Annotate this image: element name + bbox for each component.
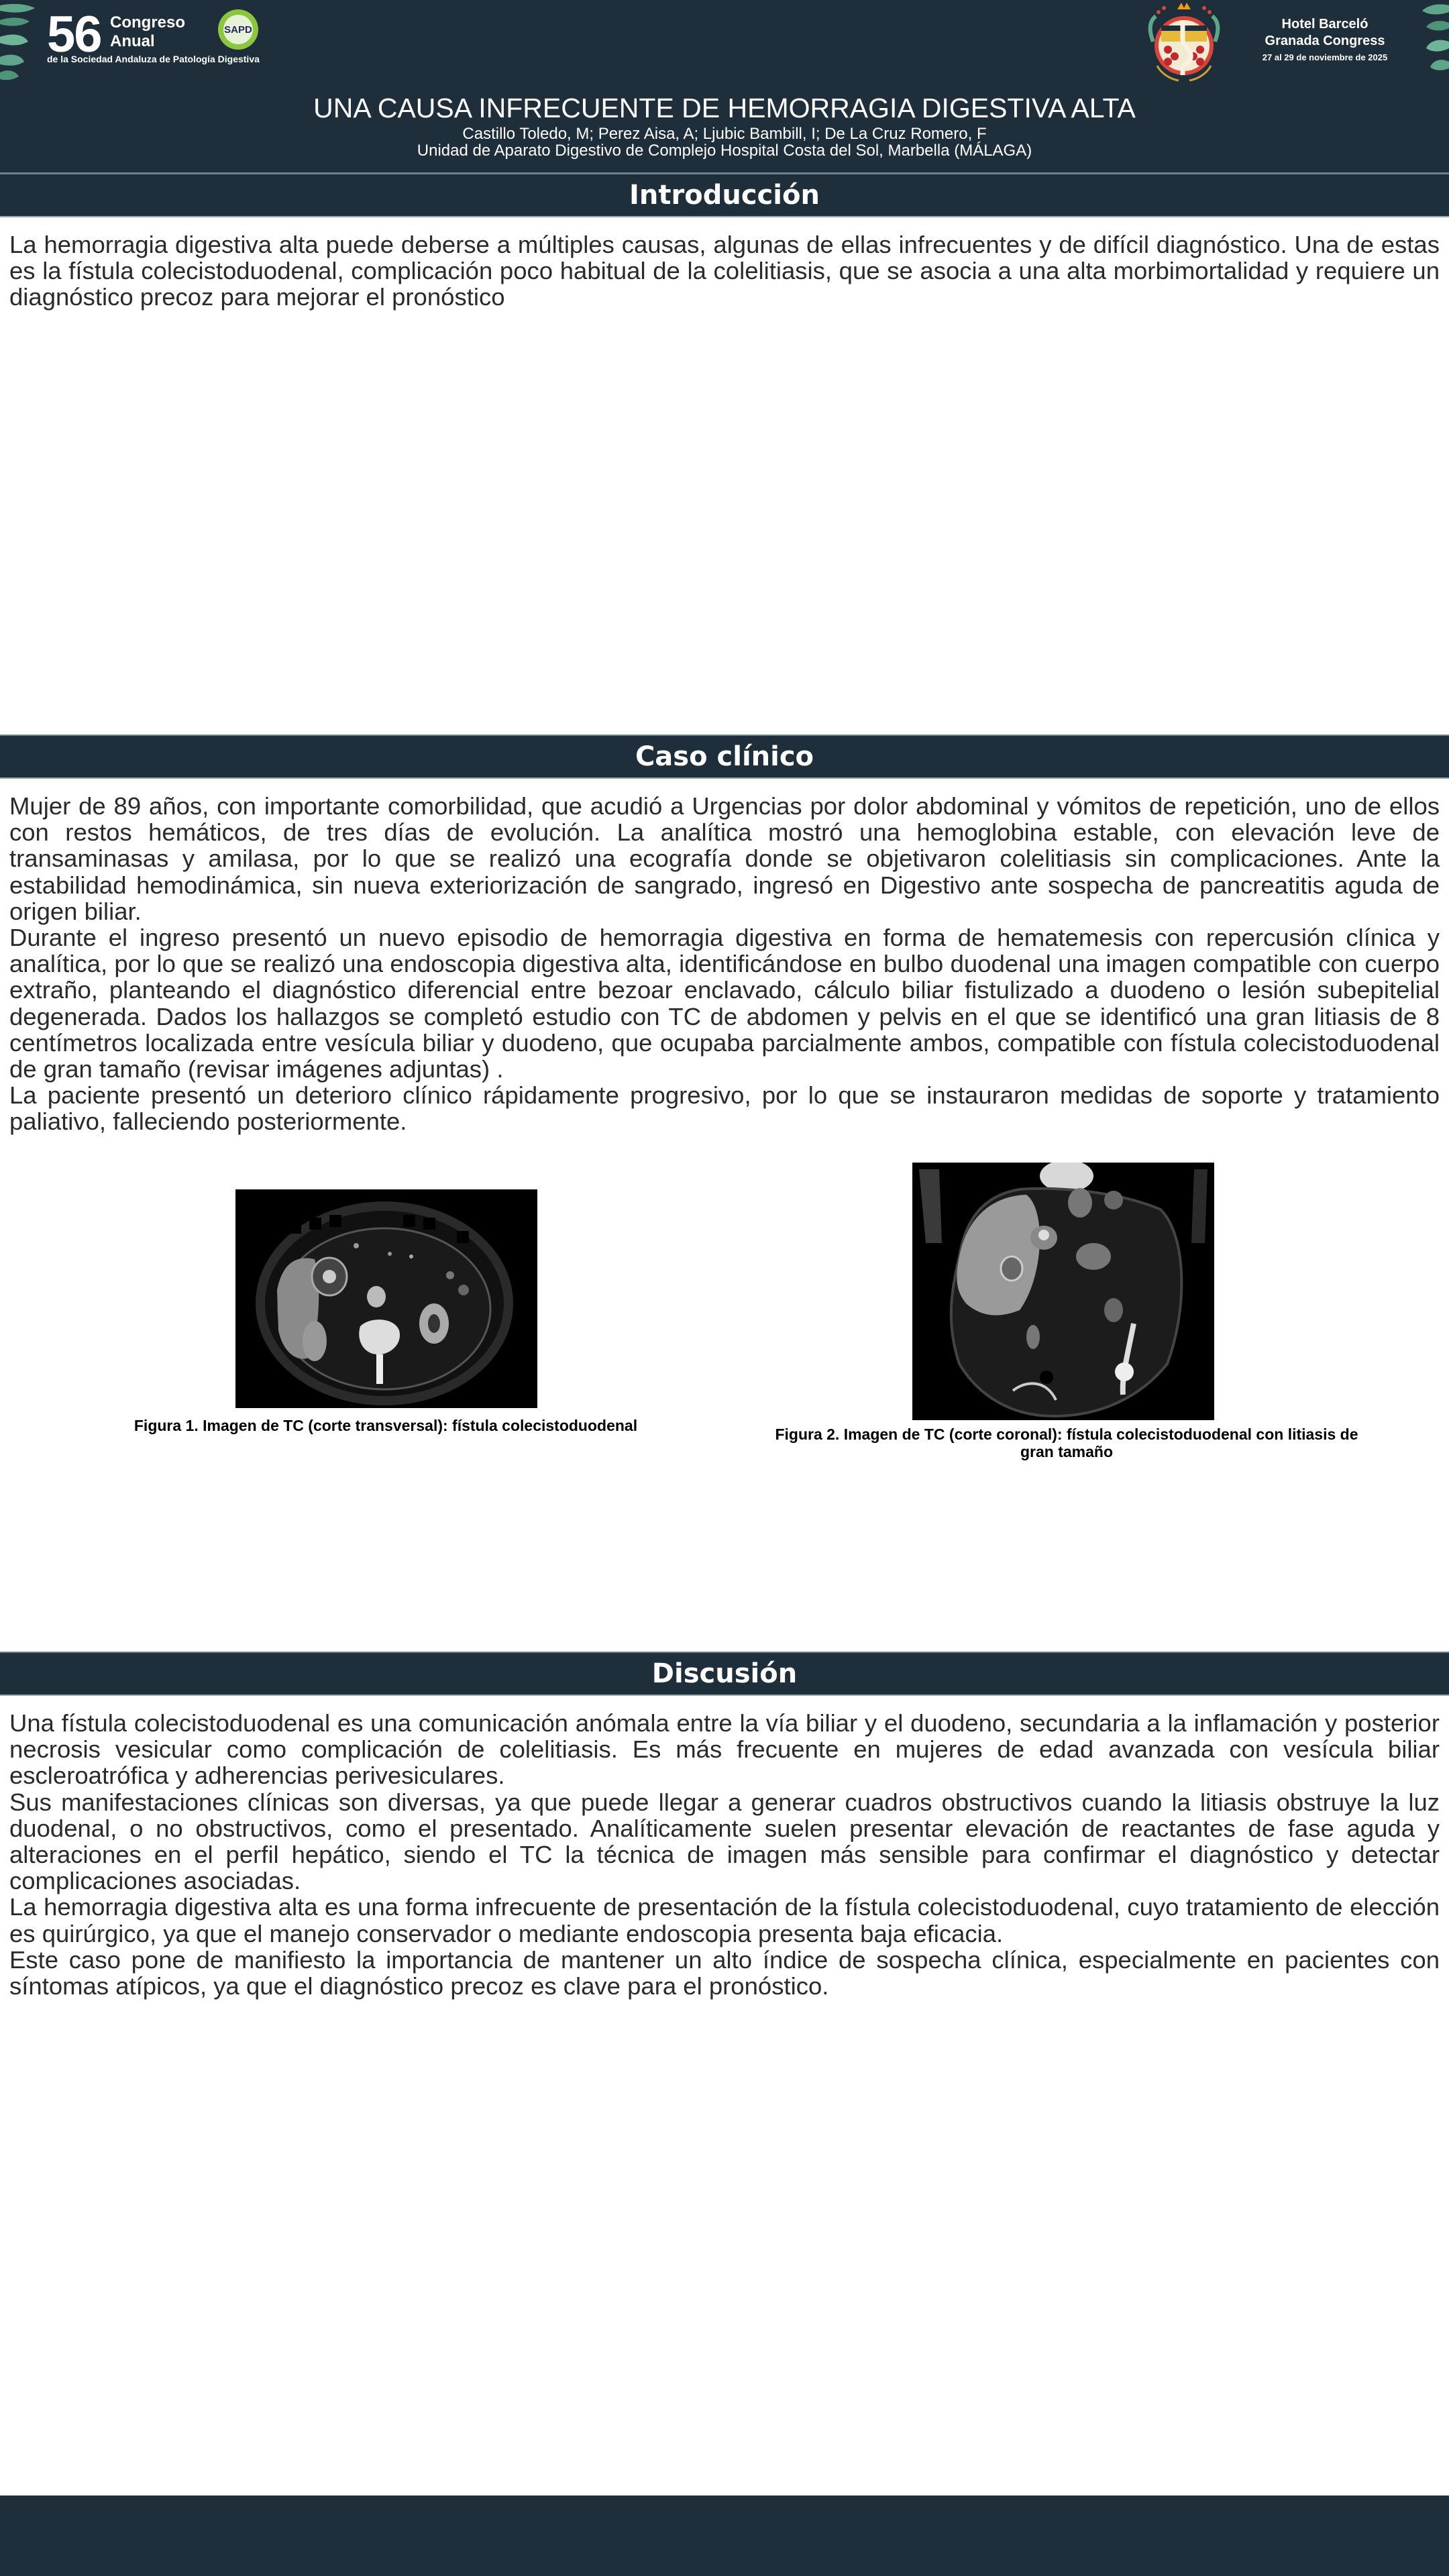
poster-affiliation: Unidad de Aparato Digestivo de Complejo Hospital Costa del Sol, Marbella (MÁLAGA) [417,142,1032,160]
section-title-introduccion: Introducción [629,180,820,211]
congress-dates: 27 al 29 de noviembre de 2025 [1262,52,1388,62]
leaf-decoration-right-icon [1419,0,1449,80]
sapd-logo-text: SAPD [223,15,253,44]
ct-transverse-illustration [235,1189,537,1408]
poster-authors: Castillo Toledo, M; Perez Aisa, A; Ljubic Bambill, I; De La Cruz Romero, F [462,125,987,143]
society-name: de la Sociedad Andaluza de Patología Digestiva [47,54,260,64]
venue-line-1: Hotel Barceló [1281,17,1368,32]
discusion-paragraph-2: Sus manifestaciones clínicas son diversas, ya que puede llegar a generar cuadros obstructivos cuando la litiasis obstruye la luz duodenal, o no obstructivos, como el presentado. Analíticamente suelen presentar elevación de reactantes de fase aguda y alteraciones en el perfil hepático, siendo el TC la técnica de imagen más sensible para confirmar el diagnóstico y detectar complicaciones asociadas. [9,1788,1440,1895]
poster-header [0,0,1449,173]
caso-clinico-body [9,793,1440,1135]
caso-paragraph-2: Durante el ingreso presentó un nuevo episodio de hemorragia digestiva en forma de hematemesis con repercusión clínica y analítica, por lo que se realizó una endoscopia digestiva alta, identificándose en bulbo duodenal una imagen compatible con cuerpo extraño, planteando el diagnóstico diferencial entre bezoar enclavado, cálculo biliar fistulizado a duodeno o lesión subepitelial degenerada. Dados los hallazgos se completó estudio con TC de abdomen y pelvis en el que se identificó una gran litiasis de 8 centímetros localizada entre vesícula biliar y duodeno, que ocupaba parcialmente ambos, compatible con fístula colecistoduodenal de gran tamaño (revisar imágenes adjuntas) . [9,924,1440,1083]
figure-1-ct-transverse-image [235,1189,537,1408]
section-title-caso-clinico: Caso clínico [635,741,814,772]
ct-coronal-illustration [912,1163,1214,1420]
congress-label [110,13,185,51]
introduccion-paragraph: La hemorragia digestiva alta puede deberse a múltiples causas, algunas de ellas infrecuentes y de difícil diagnóstico. Una de estas es la fístula colecistoduodenal, complicación poco habitual de la colelitiasis, que se asocia a una alta morbimortalidad y requiere un diagnóstico precoz para mejorar el pronóstico [9,231,1440,311]
congress-word-2: Anual [110,32,155,50]
poster-footer [0,2496,1449,2576]
section-header-introduccion [0,173,1449,217]
figure-2-caption: Figura 2. Imagen de TC (corte coronal): fístula colecistoduodenal con litiasis de gran tamaño [775,1426,1358,1460]
caso-paragraph-3: La paciente presentó un deterioro clínico rápidamente progresivo, por lo que se instauraron medidas de soporte y tratamiento paliativo, falleciendo posteriormente. [9,1081,1440,1136]
discusion-paragraph-3: La hemorragia digestiva alta es una forma infrecuente de presentación de la fístula colecistoduodenal, cuyo tratamiento de elección es quirúrgico, ya que el manejo conservador o mediante endoscopia presenta baja eficacia. [9,1893,1440,1947]
sapd-logo [218,9,258,50]
venue-line-2: Granada Congress [1265,34,1385,48]
discusion-paragraph-4: Este caso pone de manifiesto la importancia de mantener un alto índice de sospecha clínica, especialmente en pacientes con síntomas atípicos, ya que el diagnóstico precoz es clave para el pronóstico. [9,1945,1440,2000]
congress-number: 56 [47,6,101,63]
figure-2-ct-coronal-image [912,1163,1214,1420]
introduccion-body [9,231,1440,311]
discusion-body [9,1710,1440,1999]
poster-title: UNA CAUSA INFRECUENTE DE HEMORRAGIA DIGESTIVA ALTA [313,93,1136,123]
discusion-paragraph-1: Una fístula colecistoduodenal es una comunicación anómala entre la vía biliar y el duodeno, secundaria a la inflamación y posterior necrosis vesicular como complicación de colelitiasis. Es más frecuente en mujeres de edad avanzada con vesícula biliar escleroatrófica y adherencias perivesiculares. [9,1709,1440,1790]
pomegranate-stomach-emblem-icon [1144,1,1224,82]
congress-word-1: Congreso [110,13,186,32]
section-header-caso-clinico [0,735,1449,779]
caso-paragraph-1: Mujer de 89 años, con importante comorbilidad, que acudió a Urgencias por dolor abdominal y vómitos de repetición, uno de ellos con restos hemáticos, de tres días de evolución. La analítica mostró una hemoglobina estable, con elevación leve de transaminasas y amilasa, por lo que se realizó una ecografía donde se objetivaron colelitiasis sin complicaciones. Ante la estabilidad hemodinámica, sin nueva exteriorización de sangrado, ingresó en Digestivo ante sospecha de pancreatitis aguda de origen biliar. [9,792,1440,925]
leaf-decoration-left-icon [0,0,40,80]
figure-1-caption: Figura 1. Imagen de TC (corte transversal): fístula colecistoduodenal [133,1417,638,1434]
venue-name [1248,16,1402,50]
section-title-discusion: Discusión [651,1658,798,1689]
section-header-discusion [0,1652,1449,1696]
